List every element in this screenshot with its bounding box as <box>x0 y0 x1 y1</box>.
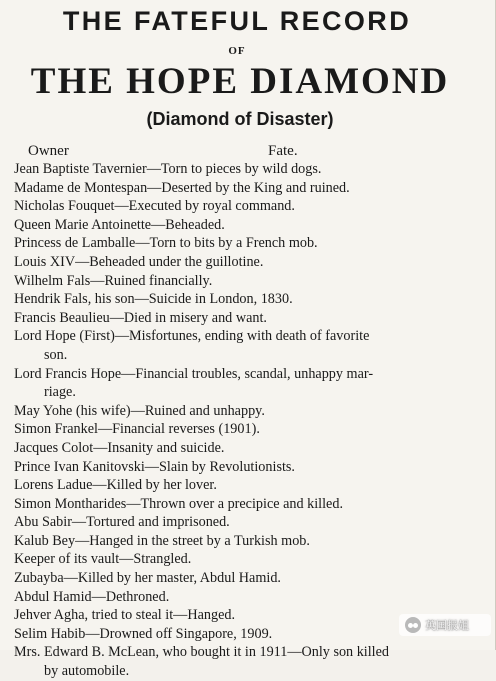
title-of: OF <box>228 45 246 57</box>
entry-text: Abu Sabir—Tortured and imprisoned. <box>14 514 230 531</box>
title-top: THE FATEFUL RECORD <box>62 6 412 36</box>
entry-text: Kalub Bey—Hanged in the street by a Turkish mob. <box>14 532 310 549</box>
list-item <box>14 160 474 179</box>
list-item <box>14 327 474 364</box>
entry-text: Hendrik Fals, his son—Suicide in London, 1830. <box>14 291 293 308</box>
list-item <box>14 420 474 439</box>
title-main: THE HOPE DIAMOND <box>30 61 450 102</box>
list-item <box>14 643 474 680</box>
entry-text: Abdul Hamid—Dethroned. <box>14 588 170 605</box>
entry-text: Jacques Colot—Insanity and suicide. <box>14 439 225 456</box>
entry-text: Lorens Ladue—Killed by her lover. <box>14 477 217 494</box>
list-item <box>14 365 474 402</box>
list-item <box>14 569 474 588</box>
subtitle: (Diamond of Disaster) <box>146 109 334 129</box>
entry-text: Wilhelm Fals—Ruined financially. <box>14 272 213 289</box>
entry-text: Madame de Montespan—Deserted by the King and ruined. <box>14 179 350 196</box>
entry-text: Jean Baptiste Tavernier—Torn to pieces by wild dogs. <box>14 161 322 177</box>
watermark <box>399 614 491 636</box>
entry-text: Nicholas Fouquet—Executed by royal command. <box>14 198 295 215</box>
owner-fate-list <box>14 160 474 681</box>
entry-text: Zubayba—Killed by her master, Abdul Hamid. <box>14 570 281 587</box>
list-item <box>14 588 474 607</box>
entry-text: Francis Beaulieu—Died in misery and want. <box>14 309 267 326</box>
list-item <box>14 234 474 253</box>
entry-continuation: by automobile. <box>44 663 130 680</box>
list-item <box>14 513 474 532</box>
list-item <box>14 439 474 458</box>
list-item <box>14 216 474 235</box>
entry-continuation: son. <box>44 346 68 363</box>
list-item <box>14 476 474 495</box>
column-header-fate: Fate. <box>268 143 298 159</box>
list-item <box>14 197 474 216</box>
wechat-icon <box>405 617 421 633</box>
entry-text: Selim Habib—Drowned off Singapore, 1909. <box>14 625 273 642</box>
entry-text: Queen Marie Antoinette—Beheaded. <box>14 216 225 233</box>
list-item <box>14 272 474 291</box>
list-item <box>14 179 474 198</box>
entry-text: May Yohe (his wife)—Ruined and unhappy. <box>14 402 265 419</box>
entry-text: Louis XIV—Beheaded under the guillotine. <box>14 253 264 270</box>
list-item <box>14 253 474 272</box>
watermark-text: 英国报姐 <box>425 619 469 632</box>
list-item <box>14 402 474 421</box>
entry-text: Simon Frankel—Financial reverses (1901). <box>14 421 260 438</box>
column-header-owner: Owner <box>28 143 69 159</box>
list-item <box>14 309 474 328</box>
entry-text: Mrs. Edward B. McLean, who bought it in 1911—Only son killed <box>14 644 390 661</box>
entry-text: Prince Ivan Kanitovski—Slain by Revolutionists. <box>14 458 295 475</box>
list-item <box>14 495 474 514</box>
entry-text: Simon Montharides—Thrown over a precipice and killed. <box>14 495 343 512</box>
entry-text: Princess de Lamballe—Torn to bits by a French mob. <box>14 235 318 252</box>
list-item <box>14 550 474 569</box>
entry-text: Lord Hope (First)—Misfortunes, ending with death of favorite <box>14 328 370 345</box>
entry-continuation: riage. <box>44 384 76 401</box>
list-item <box>14 290 474 309</box>
entry-text: Jehver Agha, tried to steal it—Hanged. <box>14 607 236 624</box>
entry-text: Keeper of its vault—Strangled. <box>14 551 192 568</box>
list-item <box>14 458 474 477</box>
list-item <box>14 532 474 551</box>
entry-text: Lord Francis Hope—Financial troubles, scandal, unhappy mar- <box>14 365 374 382</box>
